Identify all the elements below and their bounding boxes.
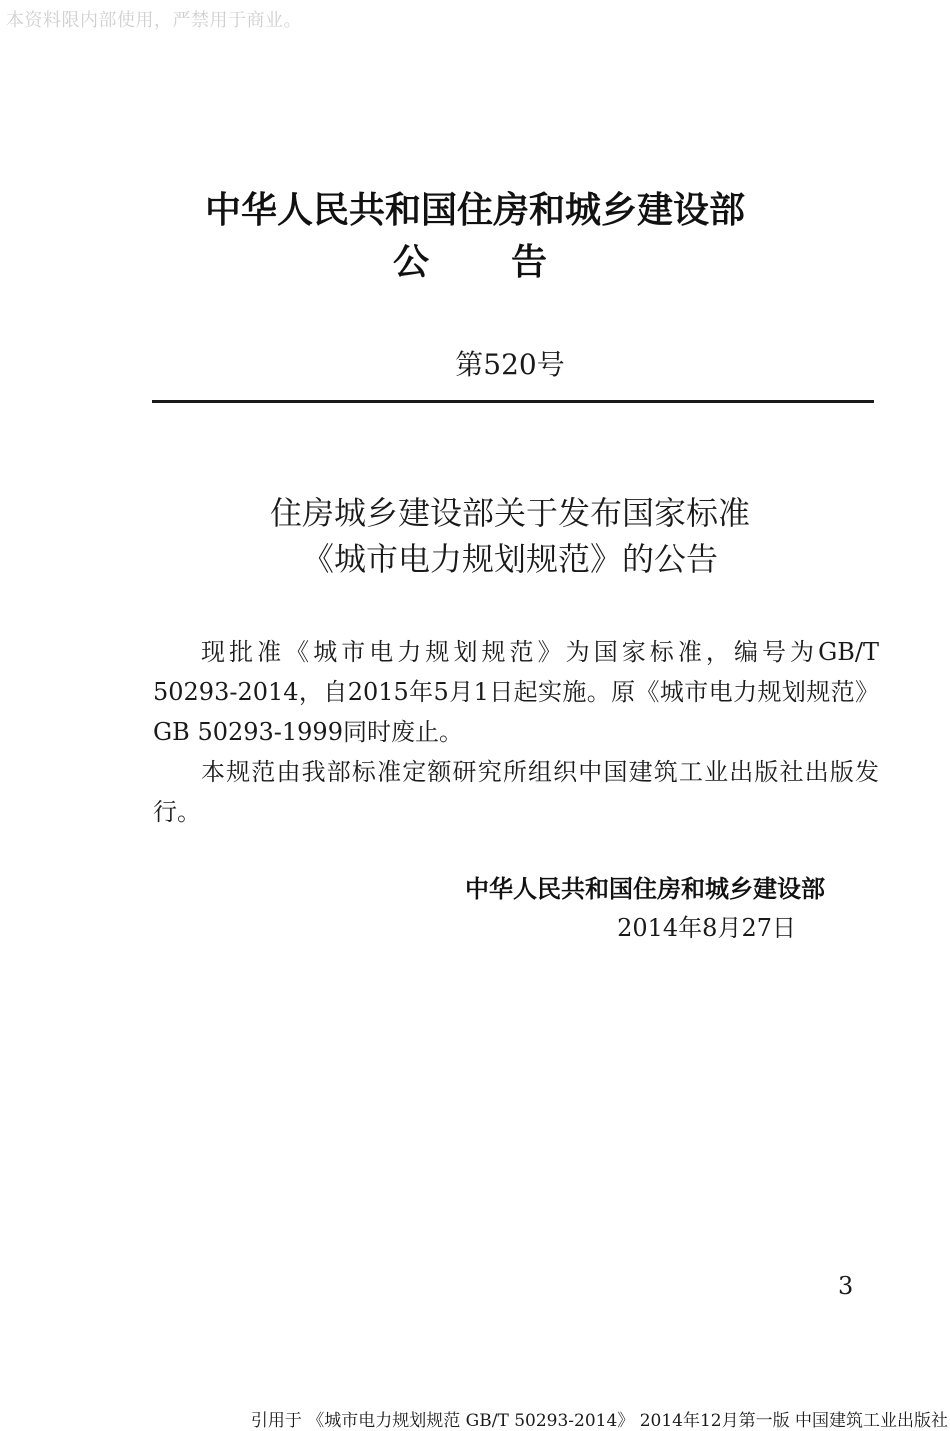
issue-date: 2014年8月27日	[617, 914, 796, 942]
notice-body	[153, 632, 879, 832]
body-paragraph-1: 现批准《城市电力规划规范》为国家标准，编号为GB/T 50293-2014，自2015年5月1日起实施。原《城市电力规划规范》GB 50293-1999同时废止。	[153, 638, 879, 746]
body-paragraph-2: 本规范由我部标准定额研究所组织中国建筑工业出版社出版发行。	[153, 758, 879, 826]
announcement-heading: 公告	[392, 242, 629, 283]
notice-title	[0, 490, 950, 582]
watermark-text: 本资料限内部使用，严禁用于商业。	[6, 10, 302, 31]
source-citation: 引用于 《城市电力规划规范 GB/T 50293-2014》 2014年12月第一版 中国建筑工业出版社	[250, 1411, 948, 1431]
notice-title-line-1: 住房城乡建设部关于发布国家标准	[269, 494, 750, 532]
issuer-signature: 中华人民共和国住房和城乡建设部	[465, 875, 825, 903]
ministry-heading: 中华人民共和国住房和城乡建设部	[204, 190, 745, 231]
notice-title-line-2: 《城市电力规划规范》的公告	[301, 540, 718, 578]
page-number: 3	[838, 1272, 854, 1300]
header-divider	[152, 400, 874, 403]
announcement-number: 第520号	[455, 348, 565, 381]
